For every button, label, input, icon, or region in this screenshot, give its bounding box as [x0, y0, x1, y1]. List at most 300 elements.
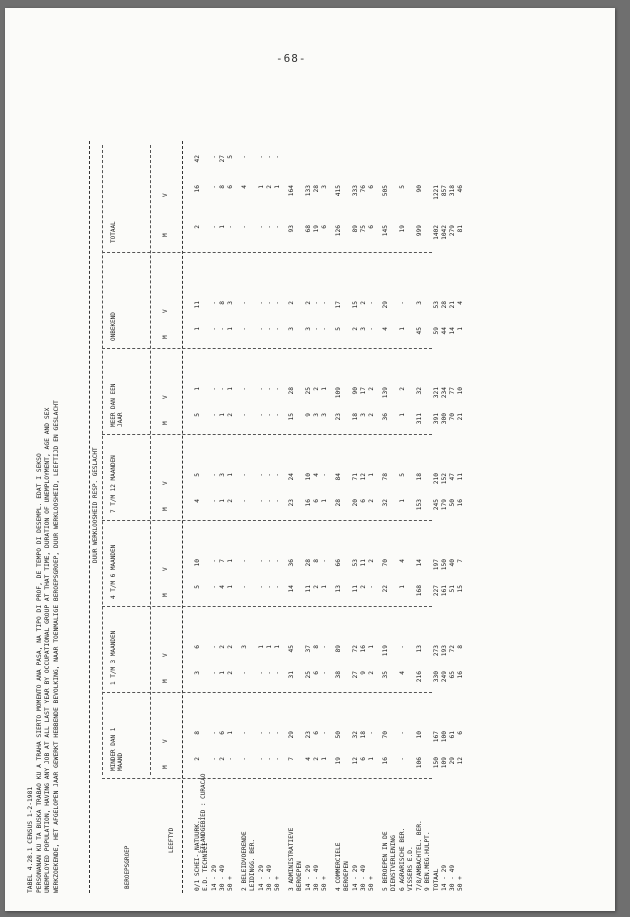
caption-line: WERKZOEKENDE, HET AFGELOPEN JAAR GEWERKT HEBBENDE BEVOLKING, NAAR TOENMALIGE BEROEPSGROEP, DUUR WERKLOOSHEID, LEEFTIJD EN GESLACHT: [52, 400, 60, 893]
table-cell: 10: [457, 387, 464, 395]
table-cell: 273: [433, 645, 440, 657]
table-cell: 3: [313, 413, 320, 417]
table-cell: 6: [227, 185, 234, 189]
table-cell: -: [274, 559, 281, 563]
row-label: 50 +: [321, 876, 328, 891]
table-cell: 2: [313, 585, 320, 589]
table-cell: 145: [382, 225, 389, 237]
table-cell: 40: [449, 559, 456, 567]
table-cell: 89: [335, 645, 342, 653]
table-cell: 11: [457, 473, 464, 481]
table-row: [367, 141, 376, 893]
table-cell: 77: [449, 387, 456, 395]
header-group-7: TOTAAL: [110, 221, 117, 243]
table-cell: 71: [352, 473, 359, 481]
table-cell: 119: [382, 645, 389, 657]
table-cell: -: [241, 731, 248, 735]
table-cell: 1: [258, 185, 265, 189]
page-number: -68-: [276, 52, 307, 65]
table-cell: 2: [399, 387, 406, 391]
table-cell: -: [258, 155, 265, 159]
row-label: 0/1 SCHEI-,NATUURK.,: [194, 816, 201, 891]
header-group-6: ONBEKEND: [110, 312, 117, 341]
table-cell: 150: [433, 757, 440, 769]
table-cell: -: [258, 225, 265, 229]
table-cell: 1: [399, 413, 406, 417]
table-cell: 6: [194, 645, 201, 649]
table-cell: 3: [227, 301, 234, 305]
table-cell: 2: [360, 585, 367, 589]
table-cell: 197: [433, 559, 440, 571]
table-cell: 36: [288, 559, 295, 567]
table-cell: 7: [288, 757, 295, 761]
table-cell: -: [211, 225, 218, 229]
table-cell: -: [321, 301, 328, 305]
row-label: BEROEPEN: [343, 861, 350, 891]
table-cell: -: [211, 387, 218, 391]
table-cell: 66: [335, 559, 342, 567]
table-cell: 5: [335, 327, 342, 331]
table-cell: 168: [416, 585, 423, 597]
table-cell: 5: [399, 185, 406, 189]
table-cell: -: [211, 671, 218, 675]
table-cell: 1: [368, 757, 375, 761]
table-cell: 1: [266, 645, 273, 649]
table-cell: -: [241, 559, 248, 563]
table-cell: 13: [416, 645, 423, 653]
table-cell: 2: [305, 301, 312, 305]
table-cell: 19: [335, 757, 342, 765]
table-cell: 15: [457, 585, 464, 593]
table-cell: 16: [360, 645, 367, 653]
table-cell: 3: [194, 671, 201, 675]
table-cell: 4: [305, 757, 312, 761]
table-cell: 23: [288, 499, 295, 507]
table-cell: 29: [382, 301, 389, 309]
table-cell: 6: [313, 731, 320, 735]
table-cell: 1: [227, 559, 234, 563]
table-cell: -: [241, 585, 248, 589]
table-cell: 27: [219, 155, 226, 163]
table-cell: 3: [321, 185, 328, 189]
table-cell: 505: [382, 185, 389, 197]
header-m: M: [162, 233, 169, 237]
table-cell: 32: [416, 387, 423, 395]
row-label: 30 - 49: [360, 864, 367, 891]
table-cell: 1: [219, 499, 226, 503]
table-cell: 2: [352, 327, 359, 331]
table-cell: 12: [352, 757, 359, 765]
table-cell: -: [321, 645, 328, 649]
table-cell: -: [227, 757, 234, 761]
table-row: [456, 141, 465, 893]
header-group-3: 4 T/M 6 MAANDEN: [110, 544, 117, 599]
table-cell: 35: [382, 671, 389, 679]
row-label: 14 - 29: [305, 864, 312, 891]
table-cell: 5: [194, 473, 201, 477]
table-cell: -: [258, 731, 265, 735]
table-cell: 1: [368, 473, 375, 477]
table-cell: -: [241, 757, 248, 761]
table-cell: 106: [416, 757, 423, 769]
table-cell: -: [274, 757, 281, 761]
table-cell: 28: [305, 559, 312, 567]
table-cell: 1: [274, 185, 281, 189]
table-row: [320, 141, 329, 893]
row-label: 50 +: [274, 876, 281, 891]
header-m: M: [162, 679, 169, 683]
table-cell: 46: [457, 185, 464, 193]
header-m: M: [162, 507, 169, 511]
table-cell: 999: [416, 225, 423, 237]
row-label: 14 - 29: [211, 864, 218, 891]
table-row: [295, 141, 304, 893]
table-cell: -: [241, 413, 248, 417]
table-cell: 65: [449, 671, 456, 679]
table-cell: -: [211, 559, 218, 563]
table-cell: 318: [449, 185, 456, 197]
table-cell: 28: [441, 301, 448, 309]
row-label: 2 BELEIDVOERENDE: [241, 831, 248, 891]
table-cell: 415: [335, 185, 342, 197]
table-cell: 8: [219, 185, 226, 189]
table-cell: 72: [352, 645, 359, 653]
data-table: [89, 141, 464, 893]
table-cell: 4: [399, 559, 406, 563]
table-cell: 6: [457, 731, 464, 735]
table-cell: 150: [441, 559, 448, 571]
table-cell: 44: [441, 327, 448, 335]
table-cell: 279: [449, 225, 456, 237]
header-group-1: MINDER DAN 1 MAAND: [110, 727, 124, 771]
table-cell: 2: [219, 757, 226, 761]
header-v: V: [162, 653, 169, 657]
row-label: 50 +: [368, 876, 375, 891]
table-cell: 1: [227, 731, 234, 735]
row-label: 50 +: [457, 876, 464, 891]
table-cell: 2: [368, 499, 375, 503]
caption-line: PERSONANAN KU TA BUSKA TRABAO KU A TRAHA SIERTO MOMENTO ANA PASA, NA TIPO DI PROF, DE TEMPO DI DESEMPL. EDAT I SEKSO: [35, 453, 43, 893]
table-cell: 4: [313, 473, 320, 477]
table-cell: 47: [449, 473, 456, 481]
header-leeftijd: LEEFTYD: [168, 827, 175, 853]
table-cell: 6: [313, 499, 320, 503]
table-cell: 8: [457, 645, 464, 649]
table-cell: 4: [457, 301, 464, 305]
table-cell: 2: [227, 413, 234, 417]
table-cell: 38: [335, 671, 342, 679]
table-cell: 23: [305, 731, 312, 739]
table-cell: 68: [305, 225, 312, 233]
table-row: [406, 141, 415, 893]
rotated-table-block: [27, 133, 467, 893]
table-cell: 90: [416, 185, 423, 193]
table-cell: 84: [335, 473, 342, 481]
table-cell: 2: [227, 499, 234, 503]
row-label: 5 BEROEPEN IN DE: [382, 831, 389, 891]
table-cell: 15: [352, 301, 359, 309]
row-label: 30 - 49: [449, 864, 456, 891]
table-cell: -: [258, 559, 265, 563]
table-cell: 6: [313, 671, 320, 675]
row-label: 14 - 29: [441, 864, 448, 891]
table-row: [423, 141, 432, 893]
table-cell: -: [241, 473, 248, 477]
table-cell: 32: [352, 731, 359, 739]
table-cell: -: [274, 301, 281, 305]
row-label: 30 - 49: [219, 864, 226, 891]
table-cell: 6: [321, 225, 328, 229]
table-cell: 5: [194, 585, 201, 589]
table-cell: 53: [433, 301, 440, 309]
row-label: 9 BEN.MEG.HULPT.: [424, 831, 431, 891]
table-cell: 21: [457, 413, 464, 421]
table-cell: -: [321, 671, 328, 675]
table-cell: 15: [288, 413, 295, 421]
table-cell: 18: [416, 473, 423, 481]
table-cell: -: [368, 327, 375, 331]
table-cell: 4: [194, 499, 201, 503]
table-cell: -: [219, 327, 226, 331]
table-cell: 17: [335, 301, 342, 309]
table-cell: -: [368, 585, 375, 589]
table-cell: -: [313, 301, 320, 305]
table-cell: 1: [399, 327, 406, 331]
table-cell: -: [258, 757, 265, 761]
table-cell: 45: [416, 327, 423, 335]
table-cell: -: [211, 645, 218, 649]
table-row: [226, 141, 235, 893]
table-cell: 1221: [433, 185, 440, 200]
table-cell: -: [241, 387, 248, 391]
table-cell: 16: [457, 499, 464, 507]
table-cell: 3: [241, 645, 248, 649]
table-cell: -: [274, 413, 281, 417]
table-cell: 5: [227, 155, 234, 159]
table-cell: 1: [219, 671, 226, 675]
table-cell: 14: [416, 559, 423, 567]
table-cell: -: [274, 671, 281, 675]
table-cell: -: [211, 731, 218, 735]
table-cell: 93: [288, 225, 295, 233]
table-cell: 4: [219, 585, 226, 589]
row-label: 30 - 49: [266, 864, 273, 891]
caption-line: TABEL 4.28.1 CENSUS 1-2-1981: [27, 786, 34, 893]
table-cell: 6: [219, 731, 226, 735]
header-v: V: [162, 481, 169, 485]
table-cell: 2: [219, 645, 226, 649]
table-cell: 70: [382, 731, 389, 739]
table-cell: 29: [288, 731, 295, 739]
table-cell: 28: [288, 387, 295, 395]
table-cell: -: [266, 413, 273, 417]
table-cell: 3: [416, 301, 423, 305]
table-cell: 25: [305, 671, 312, 679]
table-cell: -: [241, 301, 248, 305]
row-label: 30 - 49: [313, 864, 320, 891]
table-cell: 126: [335, 225, 342, 237]
table-cell: -: [266, 499, 273, 503]
table-cell: -: [266, 559, 273, 563]
table-cell: -: [399, 645, 406, 649]
table-cell: 153: [416, 499, 423, 511]
table-cell: 311: [416, 413, 423, 425]
table-cell: 321: [433, 387, 440, 399]
table-cell: 72: [449, 645, 456, 653]
table-cell: -: [399, 301, 406, 305]
table-cell: 6: [368, 185, 375, 189]
table-cell: -: [258, 387, 265, 391]
table-cell: 2: [227, 645, 234, 649]
table-cell: 2: [288, 301, 295, 305]
table-cell: 1: [219, 225, 226, 229]
table-cell: -: [211, 757, 218, 761]
table-cell: 1: [321, 387, 328, 391]
row-label: 6 AGRARISCHE BER.: [399, 827, 406, 891]
table-cell: -: [211, 585, 218, 589]
table-cell: 245: [433, 499, 440, 511]
table-cell: 16: [457, 671, 464, 679]
table-cell: 210: [433, 473, 440, 485]
table-cell: -: [211, 327, 218, 331]
table-cell: 27: [352, 671, 359, 679]
table-cell: -: [266, 327, 273, 331]
table-cell: 3: [219, 473, 226, 477]
table-cell: 81: [457, 225, 464, 233]
table-cell: 11: [305, 585, 312, 593]
table-cell: -: [266, 301, 273, 305]
header-group-2: 1 T/M 3 MAANDEN: [110, 630, 117, 685]
table-cell: 78: [382, 473, 389, 481]
table-cell: -: [266, 585, 273, 589]
row-label: E.D. TECHNICI: [202, 842, 209, 891]
table-cell: -: [211, 301, 218, 305]
table-cell: 1: [258, 645, 265, 649]
table-cell: 75: [360, 225, 367, 233]
table-cell: 28: [313, 185, 320, 193]
table-cell: 45: [288, 645, 295, 653]
table-cell: 2: [368, 413, 375, 417]
table-cell: 234: [441, 387, 448, 399]
table-cell: -: [219, 387, 226, 391]
table-cell: 1: [399, 585, 406, 589]
table-cell: 23: [335, 413, 342, 421]
table-cell: 61: [449, 731, 456, 739]
header-v: V: [162, 395, 169, 399]
table-cell: 24: [288, 473, 295, 481]
table-cell: 3: [360, 413, 367, 417]
table-cell: 1402: [433, 225, 440, 240]
table-cell: 216: [416, 671, 423, 683]
table-cell: -: [321, 731, 328, 735]
table-cell: 16: [194, 185, 201, 193]
table-row: [342, 141, 351, 893]
row-label: 3 ADMINISTRATIEVE: [288, 827, 295, 891]
table-cell: 11: [360, 559, 367, 567]
table-cell: 10: [416, 731, 423, 739]
table-cell: -: [368, 301, 375, 305]
table-cell: 4: [382, 327, 389, 331]
table-cell: 161: [441, 585, 448, 597]
table-cell: 76: [360, 185, 367, 193]
table-row: [248, 141, 257, 893]
header-group-5: MEER DAN EEN JAAR: [110, 383, 124, 427]
table-cell: 227: [433, 585, 440, 597]
table-cell: 7: [219, 559, 226, 563]
table-cell: -: [211, 499, 218, 503]
table-row: [201, 141, 210, 893]
table-cell: 70: [382, 559, 389, 567]
table-cell: -: [266, 387, 273, 391]
table-cell: 139: [382, 387, 389, 399]
table-cell: 249: [441, 671, 448, 683]
table-cell: 2: [194, 757, 201, 761]
table-cell: 109: [441, 757, 448, 769]
header-eilandgebied: EILANDGEBIED : CURACAO: [200, 773, 207, 853]
table-cell: -: [321, 473, 328, 477]
table-cell: 1: [194, 327, 201, 331]
table-cell: 12: [457, 757, 464, 765]
header-v: V: [162, 309, 169, 313]
table-cell: -: [241, 671, 248, 675]
header-beroepsgroep: BEROEPSGROEP: [124, 845, 131, 889]
table-cell: -: [266, 757, 273, 761]
header-duur: DUUR WERKLOOSHEID RESP. GESLACHT: [92, 447, 99, 563]
table-cell: -: [211, 413, 218, 417]
table-cell: 4: [241, 185, 248, 189]
table-cell: 152: [441, 473, 448, 485]
table-cell: -: [211, 473, 218, 477]
table-cell: 13: [335, 585, 342, 593]
table-cell: 36: [382, 413, 389, 421]
table-cell: 7: [457, 559, 464, 563]
table-cell: -: [266, 155, 273, 159]
table-cell: 6: [360, 757, 367, 761]
table-cell: -: [211, 185, 218, 189]
table-cell: 1: [399, 499, 406, 503]
table-cell: -: [227, 225, 234, 229]
table-cell: 5: [399, 473, 406, 477]
table-cell: 109: [335, 387, 342, 399]
table-cell: -: [258, 301, 265, 305]
table-cell: -: [266, 225, 273, 229]
table-cell: 22: [382, 585, 389, 593]
table-cell: 1: [219, 413, 226, 417]
table-cell: 300: [441, 413, 448, 425]
table-cell: 59: [433, 327, 440, 335]
header-m: M: [162, 593, 169, 597]
row-label: BEROEPEN: [296, 861, 303, 891]
table-cell: 16: [305, 499, 312, 507]
table-cell: 32: [382, 499, 389, 507]
row-label: VISSERS E.D.: [407, 846, 414, 891]
table-cell: 2: [368, 387, 375, 391]
table-cell: 2: [368, 559, 375, 563]
table-cell: -: [274, 585, 281, 589]
header-v: V: [162, 739, 169, 743]
table-cell: 1: [227, 585, 234, 589]
table-cell: 1042: [441, 225, 448, 240]
table-cell: 857: [441, 185, 448, 197]
table-cell: 1: [457, 327, 464, 331]
table-cell: -: [211, 155, 218, 159]
table-cell: 5: [194, 413, 201, 417]
row-label: 50 +: [227, 876, 234, 891]
table-cell: -: [266, 671, 273, 675]
table-cell: -: [266, 473, 273, 477]
table-cell: 18: [352, 413, 359, 421]
table-cell: -: [258, 413, 265, 417]
